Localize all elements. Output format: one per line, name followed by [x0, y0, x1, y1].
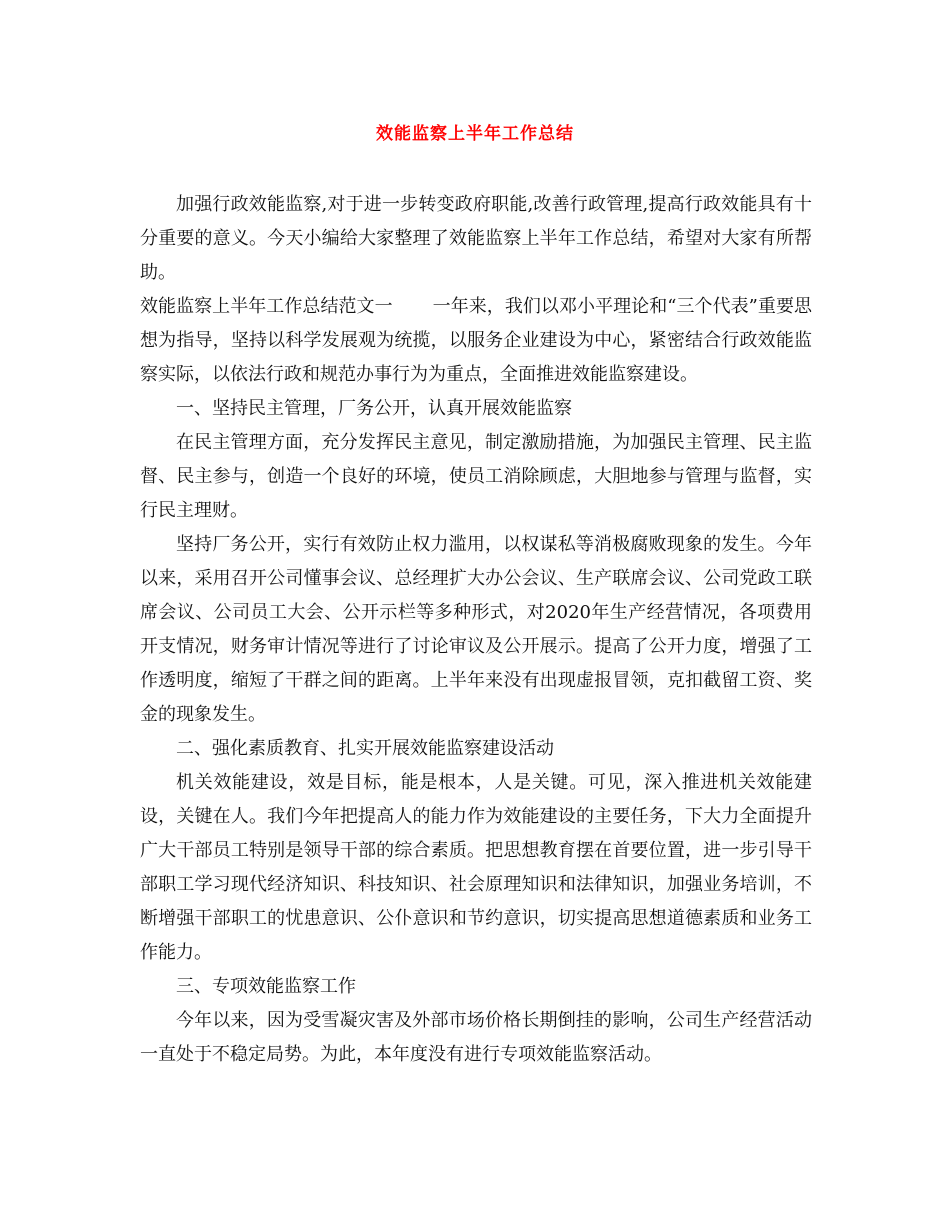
paragraph-4: 今年以来，因为受雪凝灾害及外部市场价格长期倒挂的影响，公司生产经营活动一直处于不稳定局势。为此，本年度没有进行专项效能监察活动。: [140, 1010, 812, 1065]
paragraph-2: 坚持厂务公开，实行有效防止权力滥用，以权谋私等消极腐败现象的发生。今年以来，采用召开公司懂事会议、总经理扩大办公会议、生产联席会议、公司党政工联席会议、公司员工大会、公开示栏等多种形式，对2020年生产经营情况，各项费用开支情况，财务审计情况等进行了讨论审议及公开展示。提高了公开力度，增强了工作透明度，缩短了干群之间的距离。上半年来没有出现虚报冒领，克扣截留工资、奖金的现象发生。: [140, 534, 812, 725]
paragraph-1: 在民主管理方面，充分发挥民主意见，制定激励措施，为加强民主管理、民主监督、民主参与，创造一个良好的环境，使员工消除顾虑，大胆地参与管理与监督，实行民主理财。: [140, 432, 812, 521]
paragraph-3: 机关效能建设，效是目标，能是根本，人是关键。可见，深入推进机关效能建设，关键在人。我们今年把提高人的能力作为效能建设的主要任务，下大力全面提升广大干部员工特别是领导干部的综合素质。把思想教育摆在首要位置，进一步引导干部职工学习现代经济知识、科技知识、社会原理知识和法律知识，加强业务培训，不断增强干部职工的忧患意识、公仆意识和节约意识，切实提高思想道德素质和业务工作能力。: [140, 772, 812, 963]
section-heading-1: 一、坚持民主管理，厂务公开，认真开展效能监察: [176, 398, 572, 419]
sample-intro: 一年来，我们以邓小平理论和“三个代表”重要思想为指导，坚持以科学发展观为统揽，以服务企业建设为中心，紧密结合行政效能监察实际，以依法行政和规范办事行为为重点，全面推进效能监察建设。: [140, 296, 813, 385]
sample-label: 效能监察上半年工作总结范文一: [140, 296, 393, 317]
document-title: 效能监察上半年工作总结: [376, 124, 574, 144]
section-heading-2: 二、强化素质教育、扎实开展效能监察建设活动: [176, 738, 554, 759]
section-heading-3: 三、专项效能监察工作: [176, 976, 356, 997]
intro-paragraph: 加强行政效能监察,对于进一步转变政府职能,改善行政管理,提高行政效能具有十分重要的意义。今天小编给大家整理了效能监察上半年工作总结，希望对大家有所帮助。: [140, 194, 812, 283]
sample-paragraph: [140, 290, 812, 392]
document-body: [140, 188, 812, 1072]
